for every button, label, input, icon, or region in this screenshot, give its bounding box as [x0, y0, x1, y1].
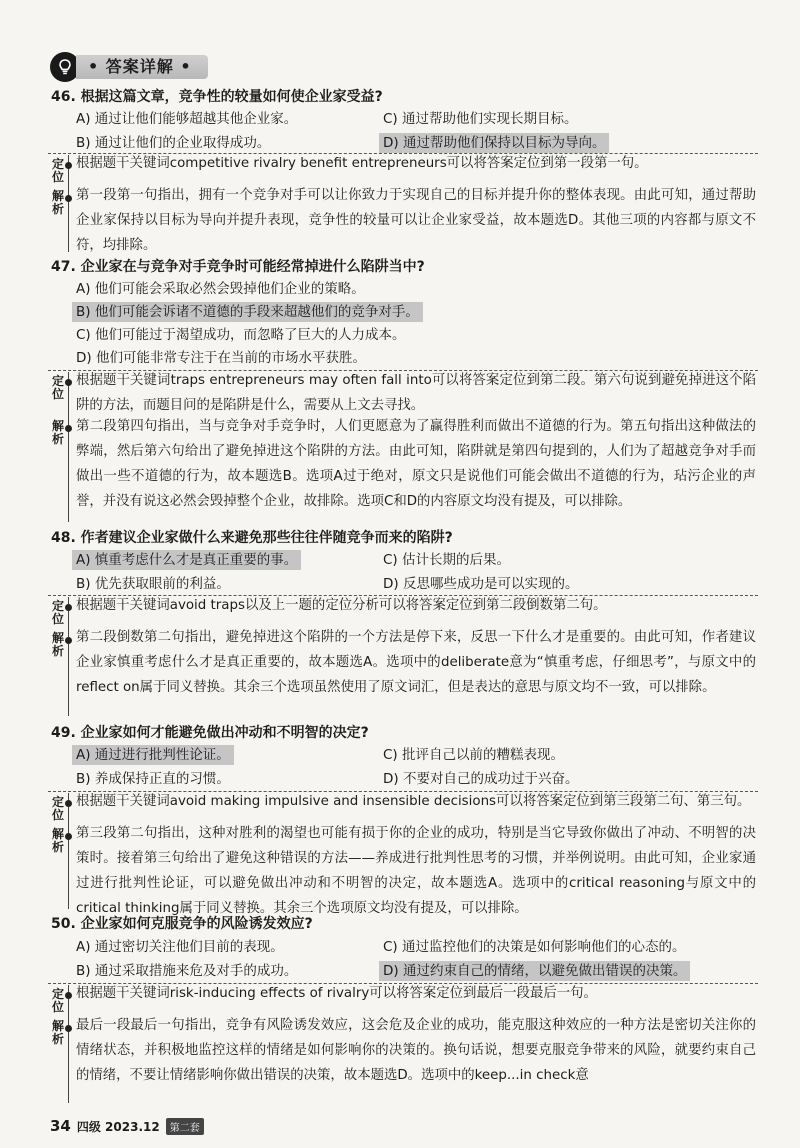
- q48-explanation: [48, 595, 758, 718]
- locate-tag: 定 位: [51, 599, 64, 626]
- q46-option-a: A) 通过让他们能够超越其他企业家。: [76, 111, 298, 127]
- question-49-title: 49. 企业家如何才能避免做出冲动和不明智的决定?: [51, 725, 369, 741]
- locate-tag: 定 位: [51, 374, 64, 401]
- q48-option-d: D) 反思哪些成功是可以实现的。: [383, 576, 579, 592]
- bullet-dot: [65, 425, 72, 432]
- q46-option-c: C) 通过帮助他们实现长期目标。: [383, 111, 578, 127]
- bullet-dot: [65, 379, 72, 386]
- q46-option-d-correct: D) 通过帮助他们保持以目标为导向。: [379, 133, 609, 153]
- q48-option-b: B) 优先获取眼前的利益。: [76, 576, 230, 592]
- q50-option-b: B) 通过采取措施来危及对手的成功。: [76, 963, 298, 979]
- q50-option-c: C) 通过监控他们的决策是如何影响他们的心态的。: [383, 939, 686, 955]
- q49-option-c: C) 批评自己以前的糟糕表现。: [383, 747, 564, 763]
- q46-option-b: B) 通过让他们的企业取得成功。: [76, 135, 271, 151]
- q47-option-d: D) 他们可能非常专注于在当前的市场水平获胜。: [76, 350, 366, 366]
- analyze-tag: 解 析: [51, 189, 64, 216]
- bullet-dot: [65, 1025, 72, 1032]
- locate-tag: 定 位: [51, 157, 64, 184]
- q46-explanation: [48, 153, 758, 254]
- q47-option-a: A) 他们可能会采取必然会毁掉他们企业的策略。: [76, 281, 365, 297]
- locate-tag: 定 位: [51, 987, 64, 1014]
- section-title: • 答案详解 •: [76, 55, 208, 79]
- analyze-tag: 解 析: [51, 1019, 64, 1046]
- q47-locate-text: 根据题干关键词traps entrepreneurs may often fall into可以将答案定位到第二段。第六句说到避免掉进这个陷阱的方法，而题目问的是陷阱是什么，需要从上文去寻找。: [76, 373, 756, 413]
- bullet-dot: [65, 800, 72, 807]
- q49-option-a-correct: A) 通过进行批判性论证。: [72, 745, 234, 765]
- q49-explanation: [48, 791, 758, 916]
- bullet-dot: [65, 992, 72, 999]
- page-number: 34: [50, 1117, 71, 1135]
- page-footer: [50, 1117, 204, 1135]
- q50-locate-text: 根据题干关键词risk-inducing effects of rivalry可以将答案定位到最后一段最后一句。: [76, 986, 597, 1001]
- set-badge: 第二套: [166, 1118, 204, 1135]
- q49-option-d: D) 不要对自己的成功过于兴奋。: [383, 771, 579, 787]
- q47-analysis-text: 第二段第四句指出，当与竞争对手竞争时，人们更愿意为了赢得胜利而做出不道德的行为。第五句指出这种做法的弊端，然后第六句给出了避免掉进这个陷阱的方法。由此可知，陷阱就是第四句提到的，人们为了超越竞争对手而做出一些不道德的行为，故本题选B。选项A过于绝对，原文只是说他们可能会做出不道德的行为，玷污企业的声誉，并没有说这必然会毁掉整个企业，故排除。选项C和D的内容原文均没有提及，可以排除。: [76, 419, 756, 509]
- section-header: [50, 52, 208, 82]
- q47-explanation: [48, 370, 758, 524]
- locate-tag: 定 位: [51, 795, 64, 822]
- bullet-dot: [65, 162, 72, 169]
- q48-option-a-correct: A) 慎重考虑什么才是真正重要的事。: [72, 550, 301, 570]
- question-47-title: 47. 企业家在与竞争对手竞争时可能经常掉进什么陷阱当中?: [51, 259, 425, 275]
- q48-analysis-text: 第二段倒数第二句指出，避免掉进这个陷阱的一个方法是停下来，反思一下什么才是重要的。由此可知，作者建议企业家慎重考虑什么才是真正重要的，故本题选A。选项中的deliberate意为“慎重考虑，仔细思考”，与原文中的reflect on属于同义替换。其余三个选项虽然使用了原文词汇，但是表达的意思与原文均不一致，可以排除。: [76, 630, 756, 695]
- q49-option-b: B) 养成保持正直的习惯。: [76, 771, 230, 787]
- q46-locate-text: 根据题干关键词competitive rivalry benefit entrepreneurs可以将答案定位到第一段第一句。: [76, 156, 648, 171]
- question-48-title: 48. 作者建议企业家做什么来避免那些往往伴随竞争而来的陷阱?: [51, 530, 453, 546]
- q48-locate-text: 根据题干关键词avoid traps以及上一题的定位分析可以将答案定位到第二段倒数第二句。: [76, 598, 607, 613]
- q49-analysis-text: 第三段第二句指出，这种对胜利的渴望也可能有损于你的企业的成功，特别是当它导致你做出了冲动、不明智的决策时。接着第三句给出了避免这种错误的方法——养成进行批判性思考的习惯，并举例说明。由此可知，企业家通过进行批判性论证，可以避免做出冲动和不明智的决定，故本题选A。选项中的critical reasoning与原文中的critical thinking属于同义替换。其余三个选项原文均没有提及，可以排除。: [76, 826, 756, 916]
- bullet-dot: [65, 833, 72, 840]
- q50-option-d-correct: D) 通过约束自己的情绪，以避免做出错误的决策。: [379, 961, 690, 981]
- q48-option-c: C) 估计长期的后果。: [383, 552, 510, 568]
- question-50-title: 50. 企业家如何克服竞争的风险诱发效应?: [51, 916, 313, 932]
- q47-option-b-correct: B) 他们可能会诉诸不道德的手段来超越他们的竞争对手。: [72, 302, 423, 322]
- q50-explanation: [48, 983, 758, 1105]
- q50-analysis-text: 最后一段最后一句指出，竞争有风险诱发效应，这会危及企业的成功，能克服这种效应的一种方法是密切关注你的情绪状态，并积极地监控这样的情绪是如何影响你的决策的。换句话说，想要克服竞争带来的风险，就要约束自己的情绪，不要让情绪影响你做出错误的决策，故本题选D。选项中的keep...in check意: [76, 1018, 756, 1083]
- q47-option-c: C) 他们可能过于渴望成功，而忽略了巨大的人力成本。: [76, 327, 406, 343]
- analyze-tag: 解 析: [51, 827, 64, 854]
- bullet-dot: [65, 604, 72, 611]
- q49-locate-text: 根据题干关键词avoid making impulsive and insensible decisions可以将答案定位到第三段第二句、第三句。: [76, 794, 751, 809]
- q50-option-a: A) 通过密切关注他们目前的表现。: [76, 939, 284, 955]
- exam-label: 四级 2023.12: [76, 1119, 160, 1134]
- analyze-tag: 解 析: [51, 419, 64, 446]
- bullet-dot: [65, 195, 72, 202]
- bullet-dot: [65, 637, 72, 644]
- q46-analysis-text: 第一段第一句指出，拥有一个竞争对手可以让你致力于实现自己的目标并提升你的整体表现。由此可知，通过帮助企业家保持以目标为导向并提升表现，竞争性的较量可以让企业家受益，故本题选D。其他三项的内容都与原文不符，均排除。: [76, 188, 756, 253]
- analyze-tag: 解 析: [51, 631, 64, 658]
- question-46-title: 46. 根据这篇文章，竞争性的较量如何使企业家受益?: [51, 89, 383, 105]
